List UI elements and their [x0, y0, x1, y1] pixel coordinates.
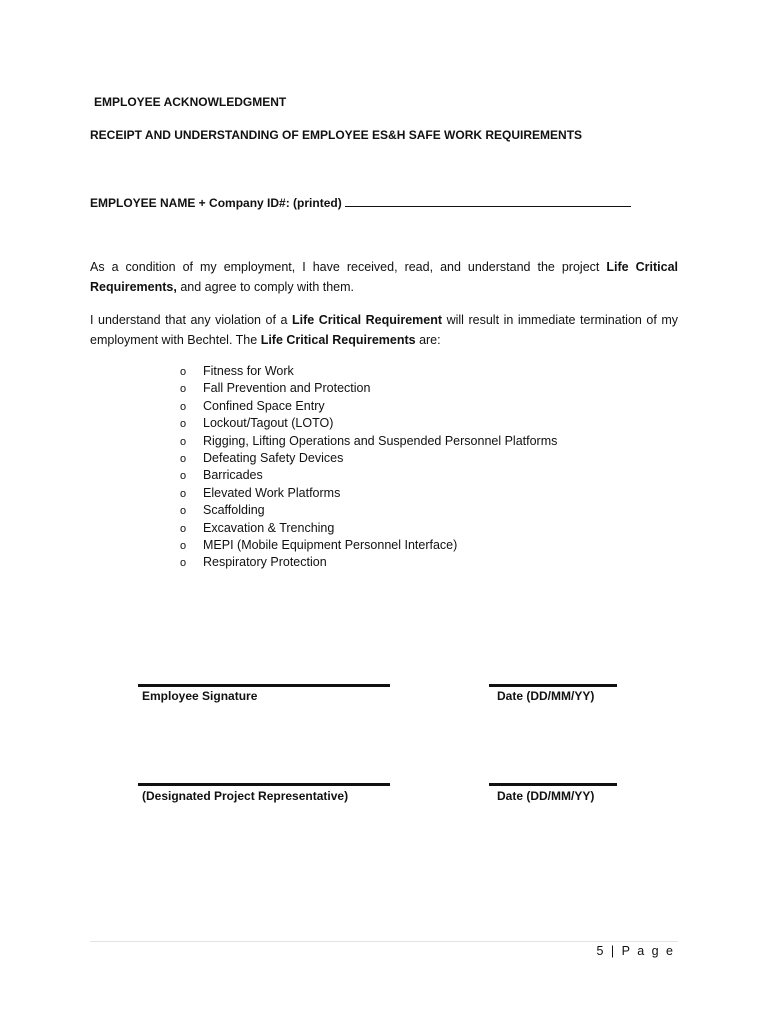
- bullet-icon: o: [180, 383, 187, 396]
- list-item-label: Lockout/Tagout (LOTO): [203, 416, 334, 431]
- list-item: [180, 380, 557, 397]
- bullet-icon: o: [180, 400, 187, 413]
- violation-bold-1: Life Critical Requirement: [291, 313, 443, 327]
- employee-name-line[interactable]: [345, 194, 631, 207]
- list-item-label: Scaffolding: [203, 503, 265, 518]
- page-number: 5 | P a g e: [596, 944, 675, 958]
- requirements-list: [180, 363, 557, 572]
- bullet-icon: o: [180, 418, 187, 431]
- list-item-label: Excavation & Trenching: [203, 520, 335, 535]
- violation-bold-2: Life Critical Requirements: [260, 333, 416, 347]
- violation-text-1: I understand that any violation of a: [90, 313, 292, 327]
- list-item: [180, 520, 557, 537]
- list-item: [180, 467, 557, 484]
- violation-text-3: are:: [415, 333, 441, 347]
- bullet-icon: o: [180, 557, 187, 570]
- employee-signature-line[interactable]: [138, 684, 390, 687]
- condition-text-1: As a condition of my employment, I have received, read, and understand the project: [90, 260, 607, 274]
- employee-signature-label: Employee Signature: [142, 689, 258, 703]
- representative-signature-label: (Designated Project Representative): [142, 789, 349, 803]
- list-item-label: Defeating Safety Devices: [203, 450, 344, 465]
- employee-date-line[interactable]: [489, 684, 617, 687]
- list-item: [180, 450, 557, 467]
- list-item-label: Elevated Work Platforms: [203, 485, 341, 500]
- bullet-icon: o: [180, 487, 187, 500]
- list-item-label: Fall Prevention and Protection: [203, 381, 371, 396]
- list-item: [180, 537, 557, 554]
- bullet-icon: o: [180, 505, 187, 518]
- document-subheading: RECEIPT AND UNDERSTANDING OF EMPLOYEE ES&H SAFE WORK REQUIREMENTS: [90, 128, 583, 142]
- violation-paragraph: [90, 310, 678, 350]
- list-item-label: Respiratory Protection: [203, 555, 327, 570]
- employee-date-label: Date (DD/MM/YY): [497, 689, 595, 703]
- list-item: [180, 433, 557, 450]
- bullet-icon: o: [180, 452, 187, 465]
- representative-date-label: Date (DD/MM/YY): [497, 789, 595, 803]
- list-item-label: Rigging, Lifting Operations and Suspended Personnel Platforms: [203, 433, 558, 448]
- condition-paragraph: [90, 257, 678, 297]
- list-item-label: Confined Space Entry: [203, 398, 325, 413]
- bullet-icon: o: [180, 366, 187, 378]
- list-item: [180, 502, 557, 519]
- list-item: [180, 485, 557, 502]
- representative-signature-line[interactable]: [138, 783, 390, 786]
- list-item: [180, 363, 557, 380]
- employee-name-label: EMPLOYEE NAME + Company ID#: (printed): [90, 196, 342, 210]
- list-item: [180, 554, 557, 571]
- violation-text-2: will result in immediate termination of my employment with Bechtel. The: [90, 313, 679, 347]
- list-item: [180, 398, 557, 415]
- representative-date-line[interactable]: [489, 783, 617, 786]
- bullet-icon: o: [180, 539, 187, 552]
- condition-bold: Life Critical Requirements,: [90, 260, 678, 294]
- list-item-label: Barricades: [203, 468, 263, 483]
- employee-name-field[interactable]: [90, 194, 631, 210]
- condition-text-2: and agree to comply with them.: [176, 280, 355, 294]
- bullet-icon: o: [180, 435, 187, 448]
- list-item-label: MEPI (Mobile Equipment Personnel Interface): [203, 537, 458, 552]
- list-item-label: Fitness for Work: [203, 364, 294, 378]
- bullet-icon: o: [180, 470, 187, 483]
- bullet-icon: o: [180, 522, 187, 535]
- footer-divider: [90, 941, 678, 942]
- document-heading: EMPLOYEE ACKNOWLEDGMENT: [94, 95, 287, 109]
- list-item: [180, 415, 557, 432]
